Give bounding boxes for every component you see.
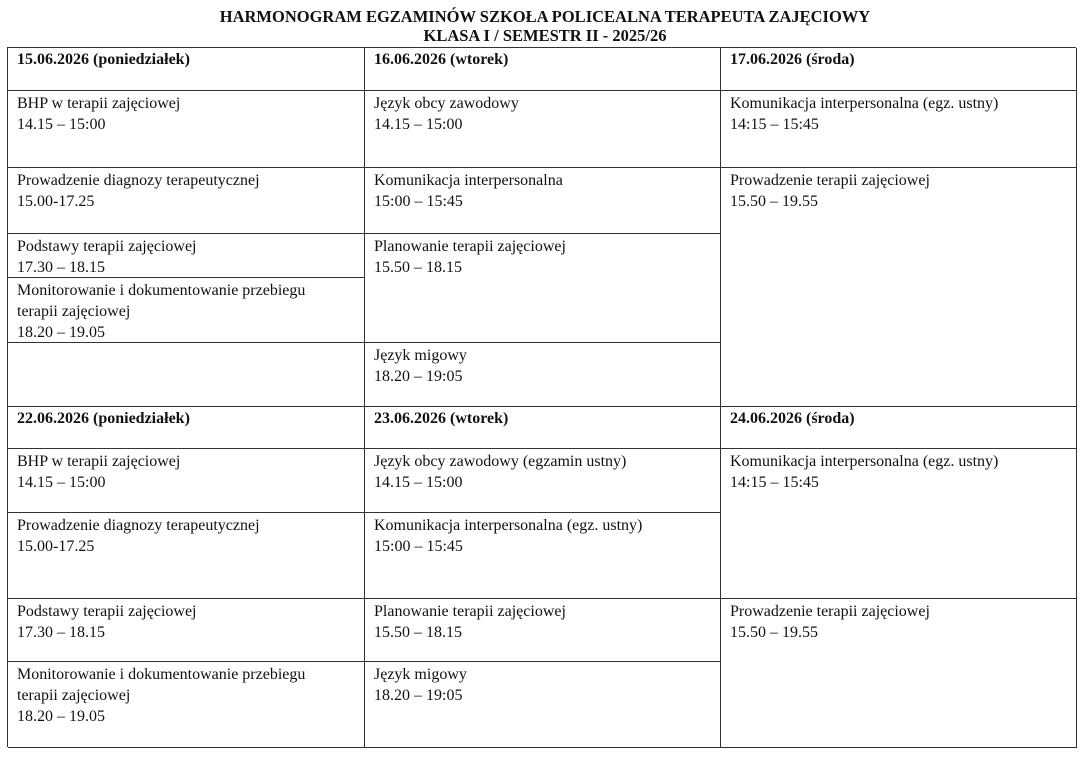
date-header: 24.06.2026 (środa) [721,407,1077,449]
exam-time: 17.30 – 18.15 [17,259,105,276]
exam-subject: Komunikacja interpersonalna [374,172,563,189]
exam-time: 18.20 – 19.05 [17,324,105,341]
exam-time: 14.15 – 15:00 [17,474,106,491]
exam-subject: BHP w terapii zajęciowej [17,453,181,470]
exam-cell [365,662,721,748]
exam-cell [8,662,365,748]
exam-schedule-table [7,47,1076,747]
date-header: 22.06.2026 (poniedziałek) [8,407,365,449]
exam-time: 15:00 – 15:45 [374,193,463,210]
exam-subject: Język migowy [374,347,467,364]
exam-subject: Prowadzenie terapii zajęciowej [730,603,930,620]
exam-cell [365,599,721,662]
exam-cell [721,91,1077,168]
exam-subject: Prowadzenie diagnozy terapeutycznej [17,172,260,189]
exam-cell [8,234,365,278]
exam-cell [365,234,721,343]
exam-subject: Komunikacja interpersonalna (egz. ustny) [730,453,999,470]
exam-time: 14.15 – 15:00 [17,116,106,133]
exam-time: 14:15 – 15:45 [730,474,819,491]
exam-time: 15.00-17.25 [17,538,95,555]
exam-subject: Podstawy terapii zajęciowej [17,603,197,620]
exam-cell [721,599,1077,748]
exam-subject: Podstawy terapii zajęciowej [17,238,197,255]
exam-time: 15.50 – 18.15 [374,259,462,276]
exam-subject: BHP w terapii zajęciowej [17,95,181,112]
exam-time: 14.15 – 15:00 [374,116,463,133]
document-subtitle: KLASA I / SEMESTR II - 2025/26 [423,26,667,45]
exam-time: 15.50 – 19.55 [730,193,818,210]
exam-time: 18.20 – 19.05 [17,708,105,725]
exam-cell [8,449,365,513]
exam-cell [8,513,365,599]
exam-cell [8,91,365,168]
exam-subject-continued: terapii zajęciowej [17,687,131,704]
exam-subject: Planowanie terapii zajęciowej [374,238,566,255]
exam-cell [8,278,365,343]
exam-time: 15.50 – 19.55 [730,624,818,641]
date-header: 23.06.2026 (wtorek) [365,407,721,449]
exam-cell [8,168,365,234]
empty-cell [8,343,365,407]
exam-subject: Język migowy [374,666,467,683]
exam-cell [721,168,1077,407]
date-header: 17.06.2026 (środa) [721,48,1077,91]
exam-cell [365,168,721,234]
exam-subject: Planowanie terapii zajęciowej [374,603,566,620]
exam-cell [365,449,721,513]
date-header: 16.06.2026 (wtorek) [365,48,721,91]
exam-cell [365,513,721,599]
exam-cell [721,449,1077,599]
exam-time: 15.50 – 18.15 [374,624,462,641]
exam-cell [365,91,721,168]
exam-subject: Prowadzenie diagnozy terapeutycznej [17,517,260,534]
exam-time: 17.30 – 18.15 [17,624,105,641]
exam-cell [365,343,721,407]
exam-subject: Prowadzenie terapii zajęciowej [730,172,930,189]
exam-cell [8,599,365,662]
exam-time: 18.20 – 19:05 [374,687,463,704]
exam-subject-continued: terapii zajęciowej [17,303,131,320]
exam-subject: Monitorowanie i dokumentowanie przebiegu [17,666,306,683]
exam-subject: Komunikacja interpersonalna (egz. ustny) [730,95,999,112]
exam-time: 15.00-17.25 [17,193,95,210]
date-header: 15.06.2026 (poniedziałek) [8,48,365,91]
document-title: HARMONOGRAM EGZAMINÓW SZKOŁA POLICEALNA TERAPEUTA ZAJĘCIOWY [219,7,871,26]
exam-subject: Monitorowanie i dokumentowanie przebiegu [17,282,306,299]
exam-time: 15:00 – 15:45 [374,538,463,555]
exam-subject: Komunikacja interpersonalna (egz. ustny) [374,517,643,534]
exam-subject: Język obcy zawodowy (egzamin ustny) [374,453,627,470]
exam-time: 14:15 – 15:45 [730,116,819,133]
exam-time: 18.20 – 19:05 [374,368,463,385]
exam-time: 14.15 – 15:00 [374,474,463,491]
exam-subject: Język obcy zawodowy [374,95,519,112]
